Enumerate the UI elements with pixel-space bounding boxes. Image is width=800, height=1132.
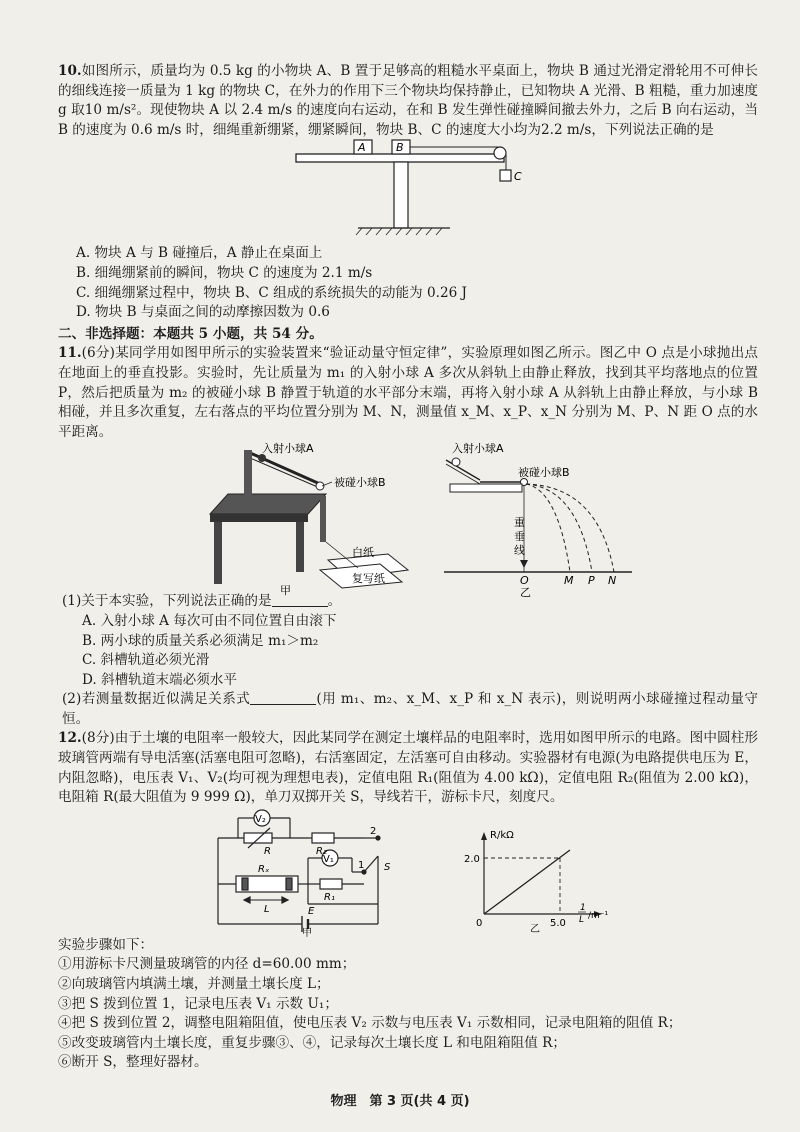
q12-step-4: ④把 S 拨到位置 2，调整电阻箱阻值，使电压表 V₂ 示数与电压表 V₁ 示数相同，记录电阻箱的阻值 R； (58, 1015, 682, 1032)
circuit-r-label: R (264, 845, 271, 857)
graph-origin: 0 (476, 917, 483, 929)
q11-blank-2[interactable] (250, 690, 316, 705)
block-a-label: A (358, 141, 366, 155)
circuit-s-label: S (384, 861, 391, 873)
q12-step-6: ⑥断开 S，整理好器材。 (58, 1054, 208, 1071)
block-c-label: C (514, 170, 522, 184)
q12-figures (58, 808, 758, 939)
q11-white-paper-label: 白纸 (352, 546, 374, 560)
q12-steps-title: 实验步骤如下： (58, 936, 154, 953)
circuit-v2-label: V₂ (255, 813, 266, 825)
q12-graph (464, 830, 609, 935)
q12-stem: 12.(8分)由于土壤的电阻率一般较大，因此某同学在测定土壤样品的电阻率时，选用如图甲所示的电路。图中圆柱形玻璃管两端有导电活塞(活塞电阻可忽略)，右活塞固定，左活塞可自由移动。实验器材有电源(为电路提供电压为 E，内阻忽略)，电压表 V₁、V₂(均可视为理想电表)，定值电阻 R₁(阻值为 4.00 kΩ)，定值电阻 R₂(阻值为 2.00 kΩ)，电阻箱 R(最大阻值为 9 999 Ω)，单刀双掷开关 S，导线若干，游标卡尺，刻度尺。 (58, 730, 758, 806)
circuit-contact-1: 1 (358, 859, 365, 871)
exam-page (58, 62, 758, 1073)
pulley (494, 147, 506, 159)
q11-plumb-label-3: 线 (514, 544, 525, 558)
circuit-contact-2: 2 (370, 825, 377, 837)
table-top (296, 154, 504, 162)
q11-plumb-label-2: 垂 (514, 530, 525, 544)
q11-sub1-option-c: C. 斜槽轨道必须光滑 (82, 652, 210, 669)
q11-incident-label-left: 入射小球A (262, 442, 314, 456)
q10-figure (58, 140, 758, 244)
q11-point-o: O (520, 574, 529, 588)
graph-caption: 乙 (530, 923, 540, 935)
q11-sub2: (2)若测量数据近似满足关系式 (用 m₁、m₂、x_M、x_P 和 x_N 表示)，则说明两小球碰撞过程动量守恒。 (62, 691, 759, 727)
q12-step-1: ①用游标卡尺测量玻璃管的内径 d=60.00 mm； (58, 956, 356, 973)
q11-target-label-left: 被碰小球B (334, 476, 386, 490)
q10-option-c: C. 细绳绷紧过程中，物块 B、C 组成的系统损失的动能为 0.26 J (76, 284, 468, 301)
q11-carbon-paper-label: 复写纸 (352, 572, 385, 586)
q11-sub1-option-a: A. 入射小球 A 每次可由不同位置自由滚下 (82, 612, 337, 629)
circuit-v1-label: V₁ (323, 853, 334, 865)
q11-stem: 11.(6分)某同学用如图甲所示的实验装置来“验证动量守恒定律”，实验原理如图乙所示。图乙中 O 点是小球抛出点在地面上的垂直投影。实验时，先让质量为 m₁ 的入射小球 A 多次从斜轨上由静止释放，找到其平均落地点的位置 P，然后把质量为 m₂ 的被碰小球 B 静置于轨道的水平部分末端，再将入射小球 A 从斜轨上由静止释放，与小球 B 相碰，并且多次重复，左右落点的平均位置分别为 M、N，测量值 x_M、x_P、x_N 分别为 M、P、N 距 O 点的水平距离。 (58, 345, 758, 440)
q10-option-d: D. 物块 B 与桌面之间的动摩擦因数为 0.6 (76, 304, 330, 321)
block-b-label: B (396, 141, 404, 155)
q11-plumb-label-1: 重 (514, 516, 525, 530)
graph-x-label-unit: /m⁻¹ (588, 910, 609, 921)
q11-sub1-option-d: D. 斜槽轨道末端必须水平 (82, 671, 237, 688)
graph-x-label-den: L (579, 914, 585, 925)
q11-sub1: (1)关于本实验，下列说法正确的是 。 (62, 593, 342, 610)
q12-step-5: ⑤改变玻璃管内土壤长度，重复步骤③、④，记录每次土壤长度 L 和电阻箱阻值 R； (58, 1034, 567, 1051)
graph-y-tick: 2.0 (464, 853, 480, 865)
q11-apparatus-figure (210, 441, 408, 597)
q11-sub1-option-b: B. 两小球的质量关系必须满足 m₁＞m₂ (82, 632, 319, 649)
block-c (500, 170, 511, 181)
q11-incident-label-right: 入射小球A (452, 442, 504, 456)
table-leg (394, 162, 408, 228)
circuit-l-label: L (264, 903, 270, 915)
q12-step-3: ③把 S 拨到位置 1，记录电压表 V₁ 示数 U₁； (58, 995, 338, 1012)
section-title: 二、非选择题：本题共 5 小题，共 54 分。 (58, 325, 323, 342)
q11-figure-a-caption: 甲 (280, 584, 291, 598)
page-footer: 物理 第 3 页(共 4 页) (330, 1094, 470, 1109)
q10-stem: 10.如图所示，质量均为 0.5 kg 的小物块 A、B 置于足够高的粗糙水平桌面上，物块 B 通过光滑定滑轮用不可伸长的细线连接一质量为 1 kg 的物块 C，在外力的作用下三个物块均保持静止，已知物块 A 光滑、B 粗糙，重力加速度 g 取10 m/s²。现使物块 A 以 2.4 m/s 的速度向右运动，在和 B 发生弹性碰撞瞬间撤去外力，之后 B 向右运动，当 B 的速度为 0.6 m/s 时，细绳重新绷紧，绷紧瞬间，物块 B、C 的速度大小均为2.2 m/s，下列说法正确的是 (58, 63, 758, 138)
graph-x-label-num: 1 (580, 902, 586, 913)
circuit-rx-label: Rₓ (258, 863, 270, 875)
q11-target-label-right: 被碰小球B (518, 466, 570, 480)
q11-figures (58, 442, 758, 600)
graph-y-label: R/kΩ (490, 829, 514, 841)
circuit-e-label: E (308, 905, 315, 917)
circuit-r1-label: R₁ (324, 891, 335, 903)
graph-x-tick: 5.0 (550, 917, 566, 929)
q11-point-n: N (608, 574, 617, 588)
circuit-r2-label: R₂ (316, 845, 327, 857)
q12-step-2: ②向玻璃管内填满土壤，并测量土壤长度 L； (58, 976, 330, 993)
graph-data-line (484, 850, 570, 914)
q10-option-b: B. 细绳绷紧前的瞬间，物块 C 的速度为 2.1 m/s (76, 264, 373, 281)
q11-point-p: P (588, 574, 595, 588)
circuit-caption: 甲 (302, 927, 312, 939)
q11-figure-b-caption: 乙 (520, 586, 531, 600)
q11-schematic-figure (444, 441, 632, 599)
q10-option-a: A. 物块 A 与 B 碰撞后，A 静止在桌面上 (76, 245, 323, 262)
q12-circuit (218, 810, 380, 932)
q11-point-m: M (564, 574, 574, 588)
